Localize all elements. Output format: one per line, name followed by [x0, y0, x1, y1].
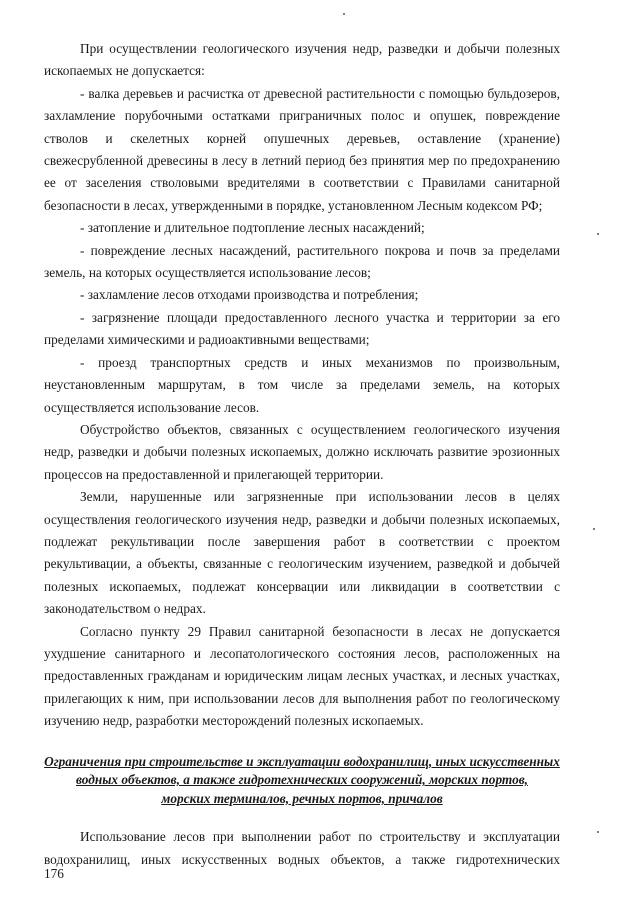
scan-speck	[597, 233, 599, 235]
section-heading-line: водных объектов, а также гидротехнических сооружений, морских портов,	[75, 772, 529, 788]
list-item: - проезд транспортных средств и иных механизмов по произвольным, неустановленным маршрутам, в том числе за пределами земель, на которых осуществляется использование лесов.	[44, 354, 560, 415]
paragraph-intro: При осуществлении геологического изучения недр, разведки и добычи полезных ископаемых не допускается:	[44, 41, 560, 79]
list-item: - загрязнение площади предоставленного лесного участка и территории за его пределами химическими и радиоактивными веществами;	[44, 309, 560, 348]
list-item: - валка деревьев и расчистка от древесной растительности с помощью бульдозеров, захламление порубочными остатками приграничных полос и опушек, повреждение стволов и скелетных корней опушечных деревьев, оставление (хранение) свежесрубленной древесины в лесу в летний период без принятия мер по предохранению ее от заселения стволовыми вредителями в соответствии с Правилами санитарной безопасности в лесах, утвержденными в порядке, установленном Лесным кодексом РФ;	[44, 85, 560, 213]
paragraph-closing: Использование лесов при выполнении работ по строительству и эксплуатации водохранилищ, иных искусственных водных объектов, а также гидротехнических	[44, 829, 560, 867]
list-item: - захламление лесов отходами производства и потребления;	[80, 287, 419, 303]
section-heading-line: морских терминалов, речных портов, причалов	[161, 790, 443, 806]
scan-speck	[593, 528, 595, 530]
paragraph-body: Земли, нарушенные или загрязненные при использовании лесов в целях осуществления геологического изучения недр, разведки и добычи полезных ископаемых, подлежат рекультивации после завершения работ в соответствии с проектом рекультивации, а объекты, связанные с геологическим изучением, разведкой и добычей полезных ископаемых, подлежат консервации или ликвидации в соответствии с законодательством о недрах.	[44, 489, 560, 617]
document-page	[44, 38, 560, 871]
section-heading	[44, 753, 560, 809]
page-number: 176	[44, 866, 64, 881]
section-heading-line: Ограничения при строительстве и эксплуатации водохранилищ, иных искусственных	[44, 753, 560, 769]
scan-speck	[597, 831, 599, 833]
paragraph-body: Обустройство объектов, связанных с осуществлением геологического изучения недр, разведки и добычи полезных ископаемых, должно исключать развитие эрозионных процессов на предоставленной и прилегающей территории.	[44, 421, 560, 482]
list-item: - повреждение лесных насаждений, растительного покрова и почв за пределами земель, на которых осуществляется использование лесов;	[44, 242, 560, 281]
scan-speck	[343, 13, 345, 15]
spacer	[44, 808, 560, 826]
list-item: - затопление и длительное подтопление лесных насаждений;	[80, 220, 425, 236]
paragraph-body: Согласно пункту 29 Правил санитарной безопасности в лесах не допускается ухудшение санитарного и лесопатологического состояния лесов, расположенных на предоставленных гражданам и юридическим лицам лесных участках, и лесных участках, прилегающих к ним, при использовании лесов для выполнения работ по геологическому изучению недр, разработки месторождений полезных ископаемых.	[44, 623, 560, 729]
